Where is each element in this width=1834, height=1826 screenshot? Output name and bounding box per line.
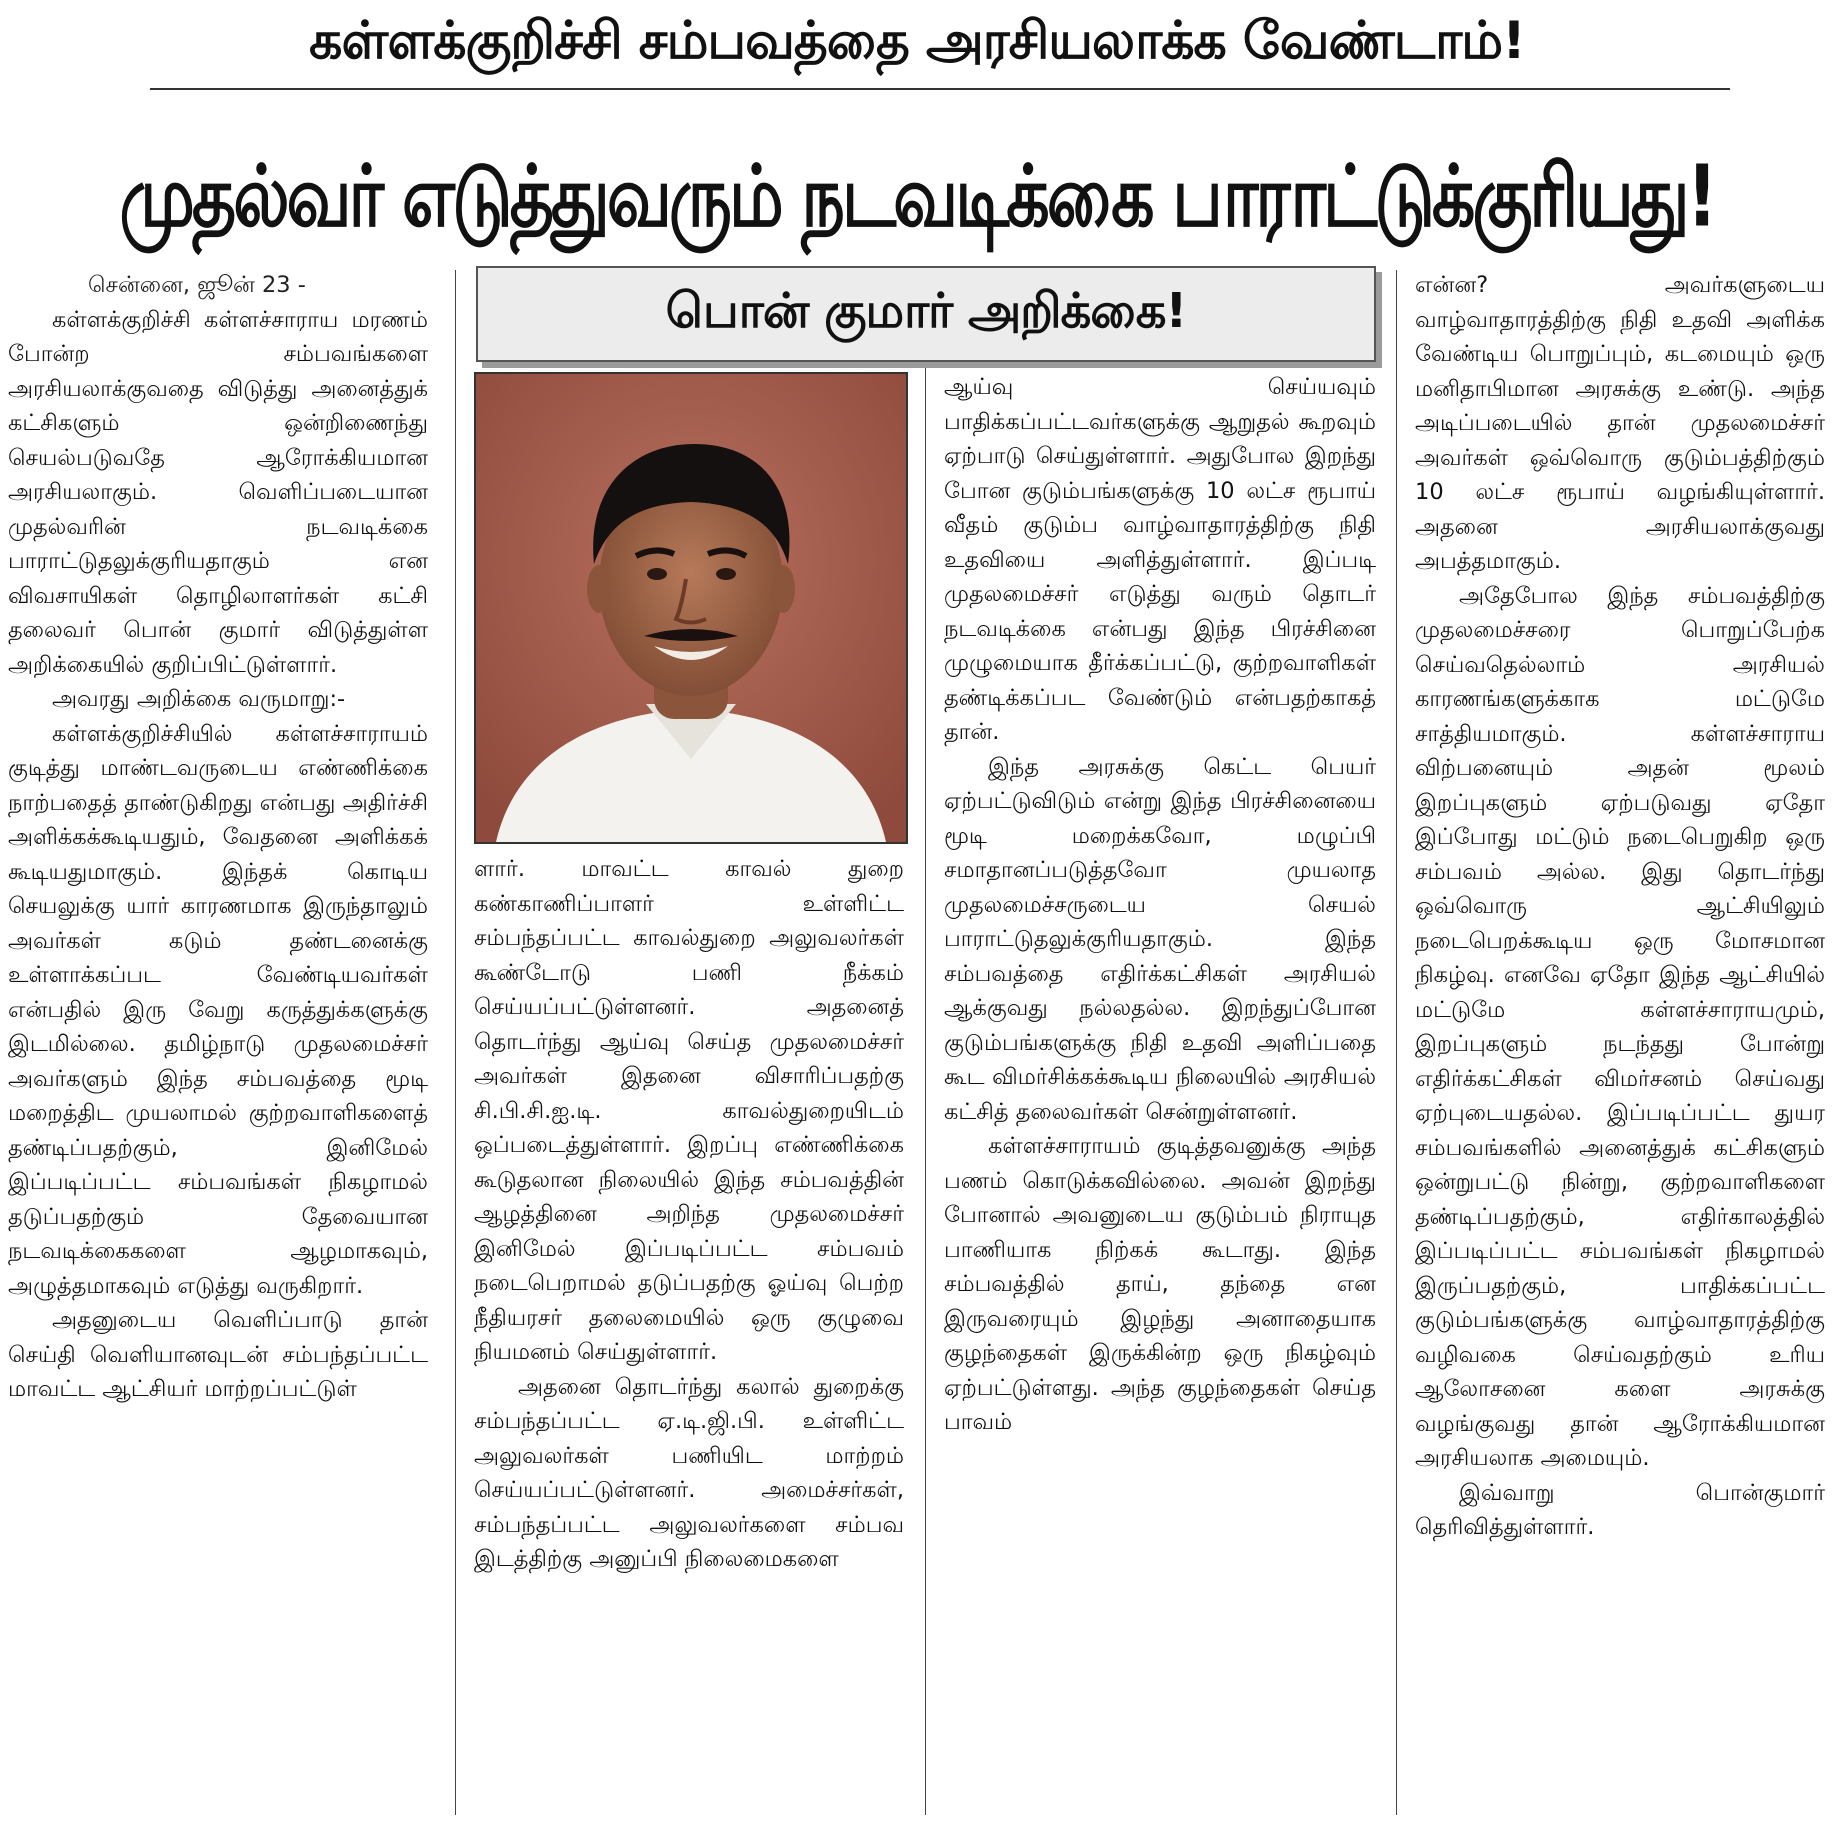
paragraph: கள்ளக்குறிச்சி கள்ளச்சாராய மரணம் போன்ற சம்பவங்களை அரசியலாக்குவதை விடுத்து அனைத்துக் கட்சிகளும் ஒன்றிணைந்து செயல்படுவதே ஆரோக்கியமான அரசியலாகும். வெளிப்படையான முதல்வரின் நடவடிக்கை பாராட்டுதலுக்குரியதாகும் என விவசாயிகள் தொழிலாளர்கள் கட்சி தலைவர் பொன் குமார் விடுத்துள்ள அறிக்கையில் குறிப்பிட்டுள்ளார். xyxy=(8,306,428,678)
portrait-image xyxy=(476,374,906,842)
paragraph: கள்ளச்சாராயம் குடித்தவனுக்கு அந்த பணம் கொடுக்கவில்லை. அவன் இறந்து போனால் அவனுடைய குடும்பம் நிராயுத பாணியாக நிற்கக் கூடாது. இந்த சம்பவத்தில் தாய், தந்தை என இருவரையும் இழந்து அனாதையாக குழந்தைகள் இருக்கின்ற ஒரு நிகழ்வும் ஏற்பட்டுள்ளது. அந்த குழந்தைகள் செய்த பாவம் xyxy=(944,1133,1376,1435)
dateline: சென்னை, ஜூன் 23 - xyxy=(88,272,306,298)
paragraph: இந்த அரசுக்கு கெட்ட பெயர் ஏற்பட்டுவிடும் என்று இந்த பிரச்சினையை மூடி மறைக்கவோ, மழுப்பி சமாதானப்படுத்தவோ முயலாத முதலமைச்சருடைய செயல் பாராட்டுதலுக்குரியதாகும். இந்த சம்பவத்தை எதிர்க்கட்சிகள் அரசியல் ஆக்குவது நல்லதல்ல. இறந்துப்போன குடும்பங்களுக்கு நிதி உதவி அளிப்பதை கூட விமர்சிக்கக்கூடிய நிலையில் அரசியல் கட்சித் தலைவர்கள் சென்றுள்ளனர். xyxy=(944,753,1376,1125)
article-column-4 xyxy=(1415,268,1825,1813)
paragraph: அதனை தொடர்ந்து கலால் துறைக்கு சம்பந்தப்பட்ட ஏ.டி.ஜி.பி. உள்ளிட்ட அலுவலர்கள் பணியிட மாற்றம் செய்யப்பட்டுள்ளனர். அமைச்சர்கள், சம்பந்தப்பட்ட அலுவலர்களை சம்பவ இடத்திற்கு அனுப்பி நிலைமைகளை xyxy=(474,1373,904,1572)
subhead: பொன் குமார் அறிக்கை! xyxy=(665,283,1187,339)
article-column-1 xyxy=(8,268,428,1813)
paragraph: ஆய்வு செய்யவும் பாதிக்கப்பட்டவர்களுக்கு ஆறுதல் கூறவும் ஏற்பாடு செய்துள்ளார். அதுபோல இறந்து போன குடும்பங்களுக்கு 10 லட்ச ரூபாய் வீதம் குடும்ப வாழ்வாதாரத்திற்கு நிதி உதவியை அளித்துள்ளார். இப்படி முதலமைச்சர் எடுத்து வரும் தொடர் நடவடிக்கை என்பது இந்த பிரச்சினை முழுமையாக தீர்க்கப்பட்டு, குற்றவாளிகள் தண்டிக்கப்பட வேண்டும் என்பதற்காகத் தான். xyxy=(944,374,1376,745)
paragraph: என்ன? அவர்களுடைய வாழ்வாதாரத்திற்கு நிதி உதவி அளிக்க வேண்டிய பொறுப்பும், கடமையும் ஒரு மனிதாபிமான அரசுக்கு உண்டு. அந்த அடிப்படையில் தான் முதலமைச்சர் அவர்கள் ஒவ்வொரு குடும்பத்திற்கும் 10 லட்ச ரூபாய் வழங்கியுள்ளார். அதனை அரசியலாக்குவது அபத்தமாகும். xyxy=(1415,272,1825,574)
paragraph: அதேபோல இந்த சம்பவத்திற்கு முதலமைச்சரை பொறுப்பேற்க செய்வதெல்லாம் அரசியல் காரணங்களுக்காக மட்டுமே சாத்தியமாகும். கள்ளச்சாராய விற்பனையும் அதன் மூலம் இறப்புகளும் ஏற்படுவது ஏதோ இப்போது மட்டும் நடைபெறுகிற ஒரு சம்பவம் அல்ல. இது தொடர்ந்து ஒவ்வொரு ஆட்சியிலும் நடைபெறக்கூடிய ஒரு மோசமான நிகழ்வு. எனவே ஏதோ இந்த ஆட்சியில் மட்டுமே கள்ளச்சாராயமும், இறப்புகளும் நடந்தது போன்று எதிர்க்கட்சிகள் விமர்சனம் செய்வது ஏற்புடையதல்ல. இப்படிப்பட்ட துயர சம்பவங்களில் அனைத்துக் கட்சிகளும் ஒன்றுபட்டு நின்று, குற்றவாளிகளை தண்டிப்பதற்கும், எதிர்காலத்தில் இப்படிப்பட்ட சம்பவங்கள் நிகழாமல் இருப்பதற்கும், பாதிக்கப்பட்ட குடும்பங்களுக்கு வாழ்வாதாரத்திற்கு வழிவகை செய்வதற்கும் உரிய ஆலோசனை களை அரசுக்கு வழங்குவது தான் ஆரோக்கியமான அரசியலாக அமையும். xyxy=(1415,582,1825,1471)
column-divider xyxy=(455,270,456,1815)
column-divider xyxy=(1396,270,1397,1815)
main-headline: முதல்வர் எடுத்துவரும் நடவடிக்கை பாராட்டுக்குரியது! xyxy=(119,147,1715,247)
article-column-3 xyxy=(944,370,1376,1815)
paragraph: அதனுடைய வெளிப்பாடு தான் செய்தி வெளியானவுடன் சம்பந்தப்பட்ட மாவட்ட ஆட்சியர் மாற்றப்பட்டுள் xyxy=(8,1307,428,1402)
portrait-photo xyxy=(474,372,908,844)
subhead-box xyxy=(476,266,1376,362)
paragraph: ளார். மாவட்ட காவல் துறை கண்காணிப்பாளர் உள்ளிட்ட சம்பந்தப்பட்ட காவல்துறை அலுவலர்கள் கூண்டோடு பணி நீக்கம் செய்யப்பட்டுள்ளனர். அதனைத் தொடர்ந்து ஆய்வு செய்த முதலமைச்சர் அவர்கள் இதனை விசாரிப்பதற்கு சி.பி.சி.ஐ.டி. காவல்துறையிடம் ஒப்படைத்துள்ளார். இறப்பு எண்ணிக்கை கூடுதலான நிலையில் இந்த சம்பவத்தின் ஆழத்தினை அறிந்த முதலமைச்சர் இனிமேல் இப்படிப்பட்ட சம்பவம் நடைபெறாமல் தடுப்பதற்கு ஓய்வு பெற்ற நீதியரசர் தலைமையில் ஒரு குழுவை நியமனம் செய்துள்ளார். xyxy=(474,856,904,1365)
paragraph: கள்ளக்குறிச்சியில் கள்ளச்சாராயம் குடித்து மாண்டவருடைய எண்ணிக்கை நாற்பதைத் தாண்டுகிறது என்பது அதிர்ச்சி அளிக்கக்கூடியதும், வேதனை அளிக்கக் கூடியதுமாகும். இந்தக் கொடிய செயலுக்கு யார் காரணமாக இருந்தாலும் அவர்கள் கடும் தண்டனைக்கு உள்ளாக்கப்பட வேண்டியவர்கள் என்பதில் இரு வேறு கருத்துக்களுக்கு இடமில்லை. தமிழ்நாடு முதலமைச்சர் அவர்களும் இந்த சம்பவத்தை மூடி மறைத்திட முயலாமல் குற்றவாளிகளைத் தண்டிப்பதற்கும், இனிமேல் இப்படிப்பட்ட சம்பவங்கள் நிகழாமல் தடுப்பதற்கும் தேவையான நடவடிக்கைகளை ஆழமாகவும், அழுத்தமாகவும் எடுத்து வருகிறார். xyxy=(8,720,428,1299)
kicker-headline: கள்ளக்குறிச்சி சம்பவத்தை அரசியலாக்க வேண்டாம்! xyxy=(309,11,1525,71)
paragraph: இவ்வாறு பொன்குமார் தெரிவித்துள்ளார். xyxy=(1415,1479,1825,1540)
column-divider xyxy=(925,360,926,1815)
paragraph: அவரது அறிக்கை வருமாறு:- xyxy=(52,686,346,712)
kicker-rule xyxy=(150,88,1730,90)
article-column-2 xyxy=(474,852,904,1812)
